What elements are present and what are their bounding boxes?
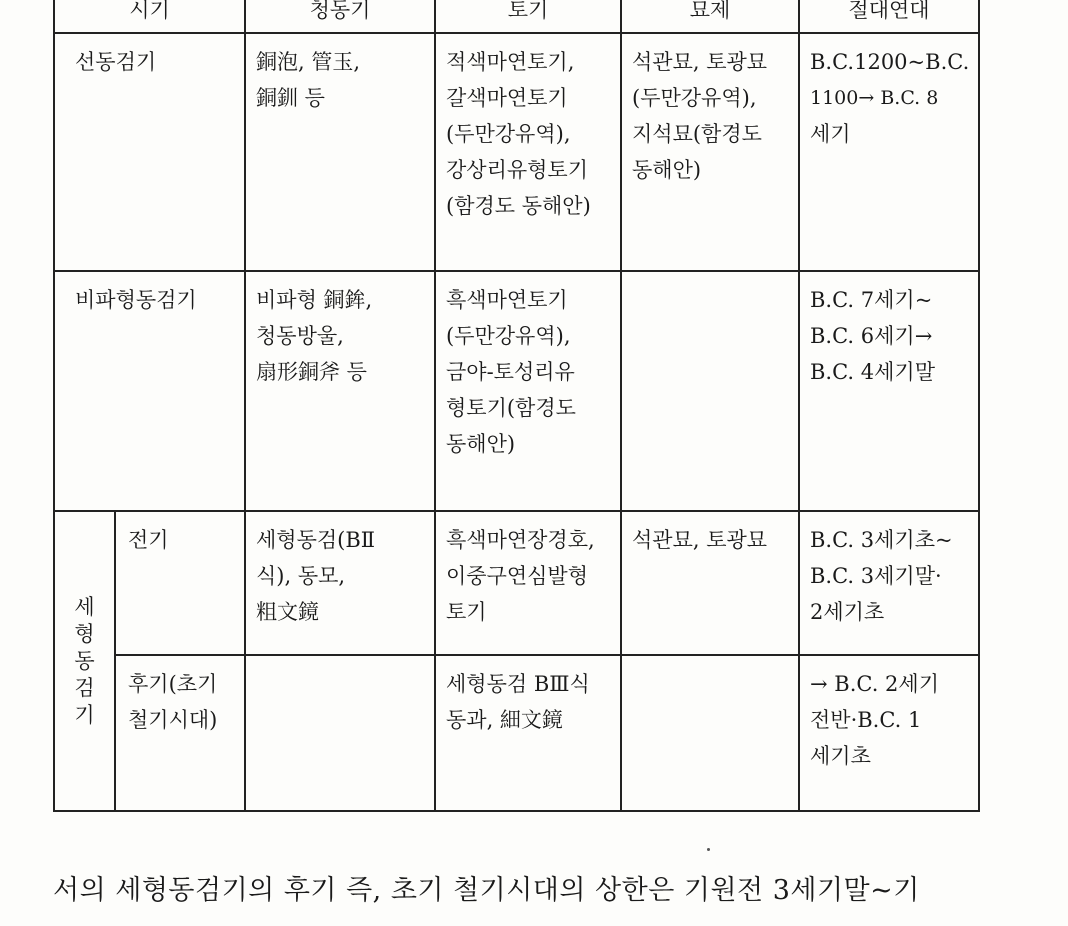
burial-cell [621, 655, 799, 811]
pottery-cell: 적색마연토기, 갈색마연토기 (두만강유역), 강상리유형토기 (함경도 동해안) [435, 33, 621, 271]
pottery-cell: 흑색마연장경호, 이중구연심발형 토기 [435, 511, 621, 655]
dating-cell: B.C.1200~B.C. 1100→ B.C. 8 세기 [799, 33, 979, 271]
period-cell: 선동검기 [54, 33, 245, 271]
bronze-cell: 세형동검(BⅡ 식), 동모, 粗文鏡 [245, 511, 435, 655]
bronze-cell: 비파형 銅鉾, 청동방울, 扇形銅斧 등 [245, 271, 435, 511]
sub-period-cell: 전기 [115, 511, 245, 655]
bronze-cell [245, 655, 435, 811]
header-bronze: 청동기 [245, 0, 435, 33]
header-burial: 묘제 [621, 0, 799, 33]
burial-cell [621, 271, 799, 511]
table-row [54, 511, 979, 655]
body-paragraph: 서의 세형동검기의 후기 즉, 초기 철기시대의 상한은 기원전 3세기말~기 [53, 875, 920, 906]
chronology-table [53, 0, 980, 812]
pottery-cell: 세형동검 BⅢ식 동과, 細文鏡 [435, 655, 621, 811]
speck-mark [707, 848, 710, 851]
header-dating: 절대연대 [799, 0, 979, 33]
group-label: 세형동검기 [74, 594, 95, 727]
table-row [54, 33, 979, 271]
dating-cell: B.C. 7세기~ B.C. 6세기→ B.C. 4세기말 [799, 271, 979, 511]
table-header-row [54, 0, 979, 33]
table-row [54, 655, 979, 811]
pottery-cell: 흑색마연토기 (두만강유역), 금야-토성리유 형토기(함경도 동해안) [435, 271, 621, 511]
burial-cell: 석관묘, 토광묘 [621, 511, 799, 655]
dating-cell: B.C. 3세기초~ B.C. 3세기말· 2세기초 [799, 511, 979, 655]
bronze-cell: 銅泡, 管玉, 銅釧 등 [245, 33, 435, 271]
header-period: 시기 [54, 0, 245, 33]
group-label-cell [54, 511, 115, 811]
header-pottery: 토기 [435, 0, 621, 33]
sub-period-cell: 후기(초기 철기시대) [115, 655, 245, 811]
table-row [54, 271, 979, 511]
burial-cell: 석관묘, 토광묘 (두만강유역), 지석묘(함경도 동해안) [621, 33, 799, 271]
period-cell: 비파형동검기 [54, 271, 245, 511]
dating-cell: → B.C. 2세기 전반·B.C. 1 세기초 [799, 655, 979, 811]
